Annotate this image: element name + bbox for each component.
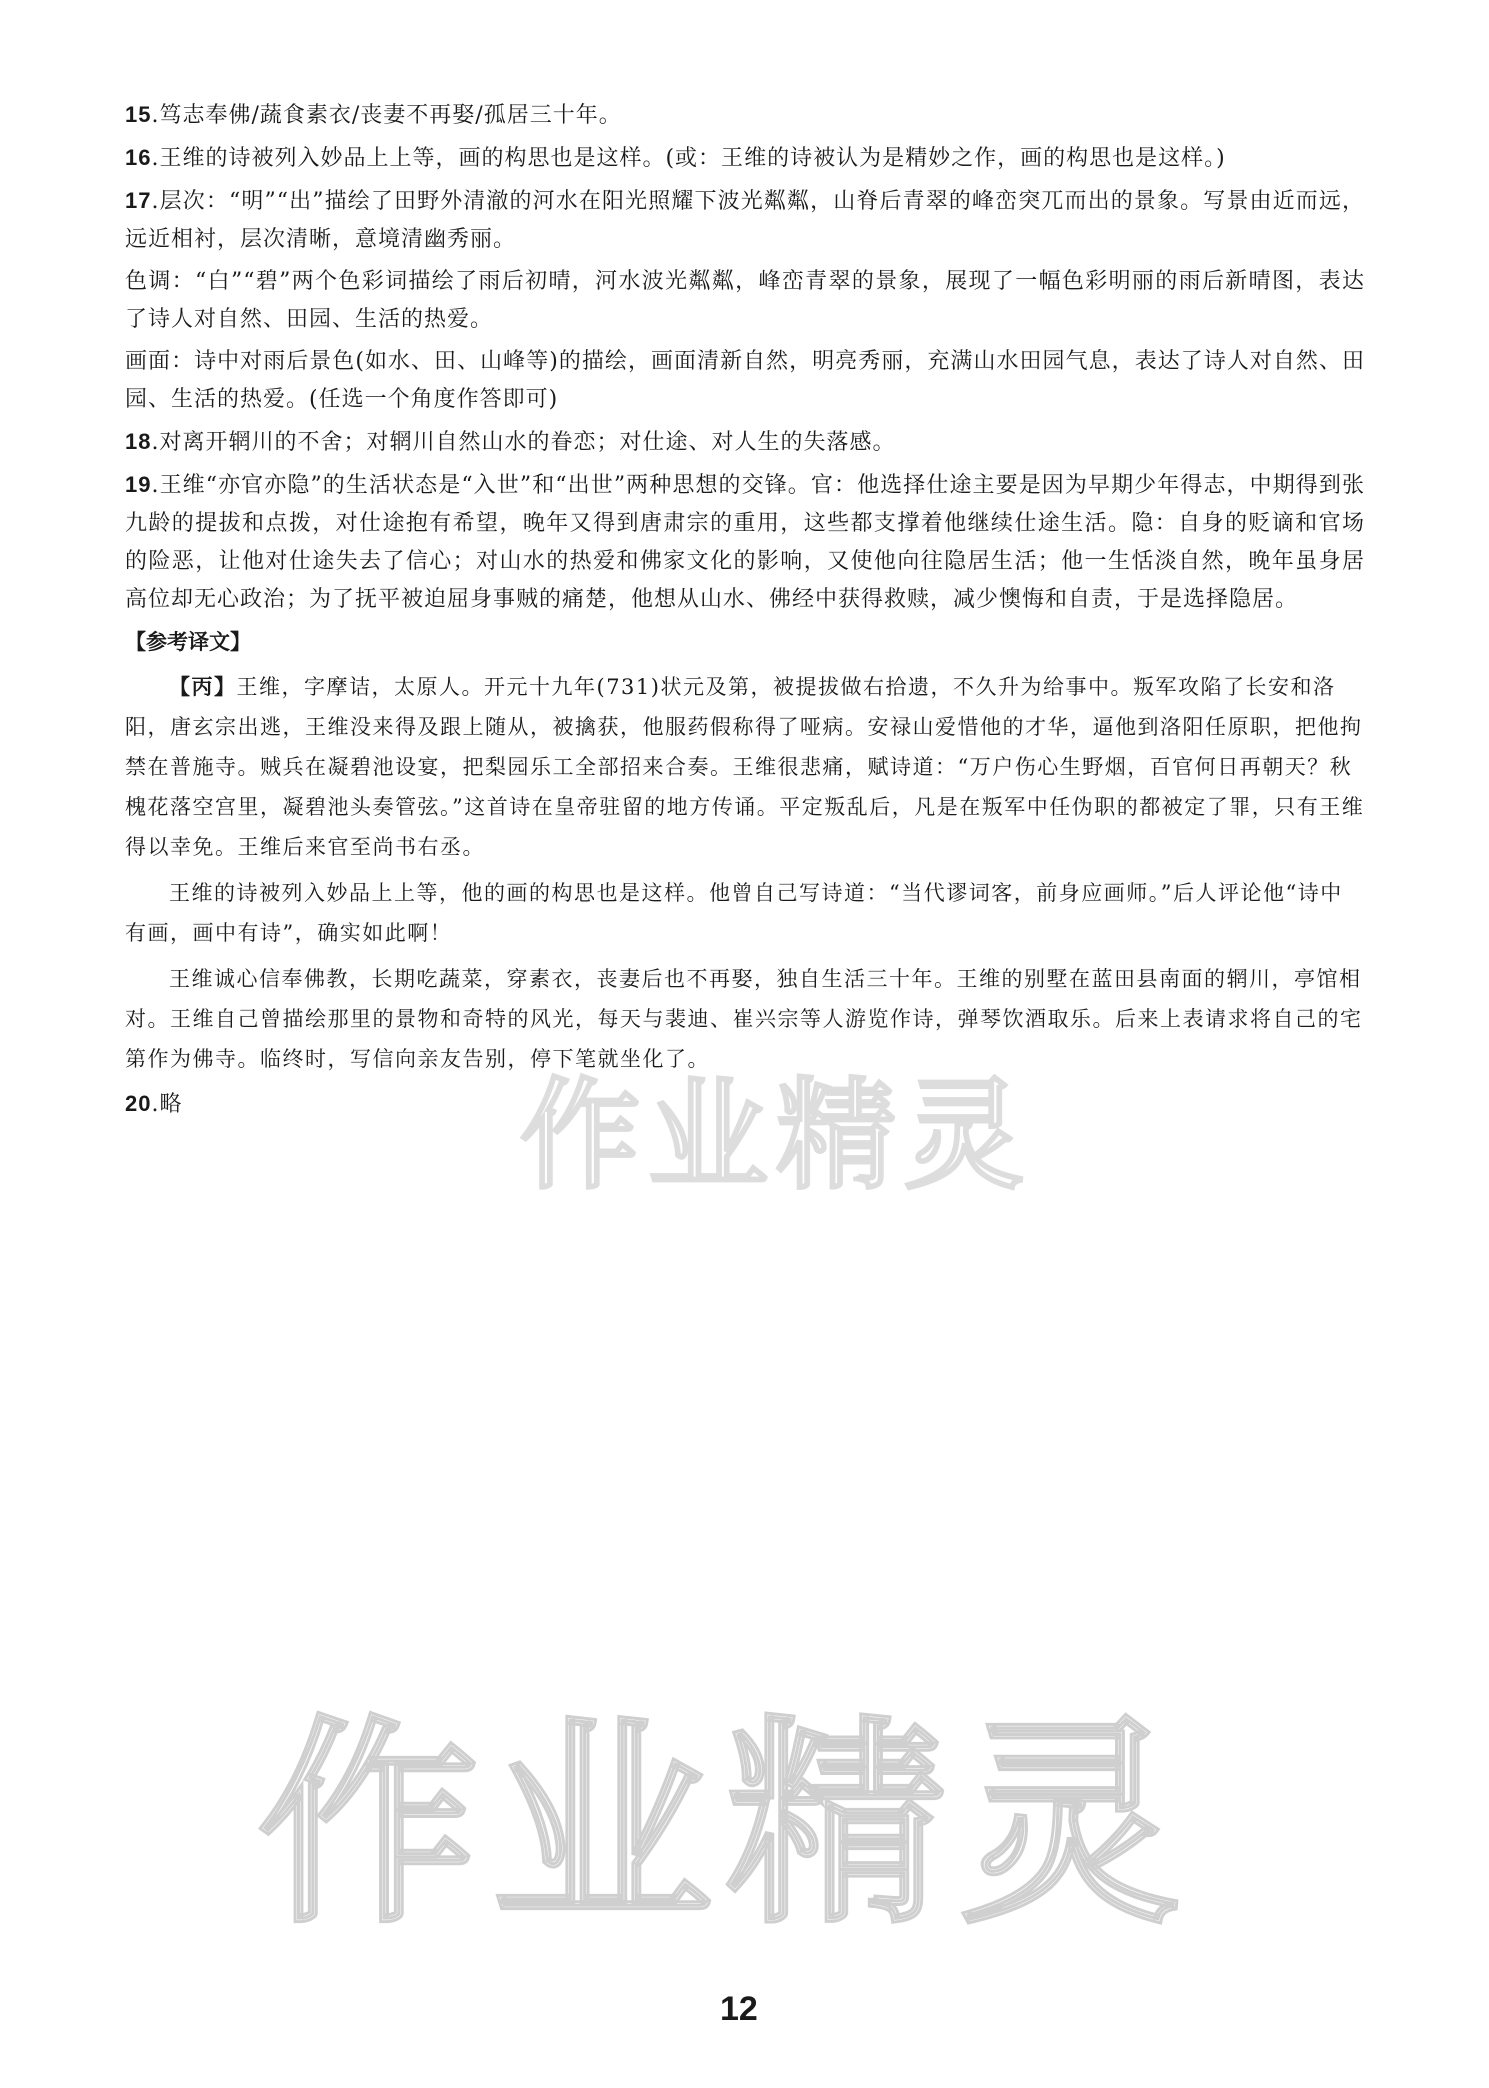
answer-text: .王维“亦官亦隐”的生活状态是“入世”和“出世”两种思想的交锋。官：他选择仕途主要是因为早期少年得志，中期得到张九龄的提拔和点拨，对仕途抱有希望，晚年又得到唐肃宗的重用，这些都支撑着他继续仕途生活。隐：自身的贬谪和官场的险恶，让他对仕途失去了信心；对山水的热爱和佛家文化的影响，又使他向往隐居生活；他一生恬淡自然，晚年虽身居高位却无心政治；为了抚平被迫屈身事贼的痛楚，他想从山水、佛经中获得救赎，减少懊悔和自责，于是选择隐居。: [125, 473, 1365, 612]
question-number: 19: [125, 472, 152, 497]
answer-text: .略: [151, 1092, 183, 1117]
answer-text: .层次：“明”“出”描绘了田野外清澈的河水在阳光照耀下波光粼粼，山脊后青翠的峰峦突兀而出的景象。写景由近而远，远近相衬，层次清晰，意境清幽秀丽。: [125, 189, 1365, 252]
answer-20: [125, 1085, 1365, 1124]
answer-content: [125, 96, 1365, 1128]
reference-translation-heading: 【参考译文】: [125, 630, 251, 654]
answer-16: [125, 139, 1365, 178]
answer-19: [125, 466, 1365, 619]
passage-label: 【丙】: [169, 675, 237, 699]
question-number: 16: [125, 145, 152, 170]
question-number: 15: [125, 102, 152, 127]
answer-18: [125, 423, 1365, 462]
answer-17-picture: 画面：诗中对雨后景色(如水、田、山峰等)的描绘，画面清新自然，明亮秀丽，充满山水田园气息，表达了诗人对自然、田园、生活的热爱。(任选一个角度作答即可): [125, 349, 1365, 412]
answer-text: .笃志奉佛/蔬食素衣/丧妻不再娶/孤居三十年。: [151, 103, 622, 128]
translation-paragraph-3: 王维诚心信奉佛教，长期吃蔬菜，穿素衣，丧妻后也不再娶，独自生活三十年。王维的别墅在蓝田县南面的辋川，亭馆相对。王维自己曾描绘那里的景物和奇特的风光，每天与裴迪、崔兴宗等人游览作诗，弹琴饮酒取乐。后来上表请求将自己的宅第作为佛寺。临终时，写信向亲友告别，停下笔就坐化了。: [125, 967, 1363, 1071]
translation-text: 王维，字摩诘，太原人。开元十九年(731)状元及第，被提拔做右拾遗，不久升为给事中。叛军攻陷了长安和洛阳，唐玄宗出逃，王维没来得及跟上随从，被擒获，他服药假称得了哑病。安禄山爱惜他的才华，逼他到洛阳任原职，把他拘禁在普施寺。贼兵在凝碧池设宴，把梨园乐工全部招来合奏。王维很悲痛，赋诗道：“万户伤心生野烟，百官何日再朝天？秋槐花落空宫里，凝碧池头奏管弦。”这首诗在皇帝驻留的地方传诵。平定叛乱后，凡是在叛军中任伪职的都被定了罪，只有王维得以幸免。王维后来官至尚书右丞。: [125, 675, 1365, 859]
translation-paragraph-1: [125, 667, 1365, 867]
answer-text: .王维的诗被列入妙品上上等，画的构思也是这样。(或：王维的诗被认为是精妙之作，画的构思也是这样。): [151, 146, 1226, 171]
translation-paragraph-2: 王维的诗被列入妙品上上等，他的画的构思也是这样。他曾自己写诗道：“当代谬词客，前身应画师。”后人评论他“诗中有画，画中有诗”，确实如此啊！: [125, 881, 1343, 945]
question-number: 17: [125, 188, 152, 213]
watermark-middle: 作业精灵: [520, 1067, 1032, 1206]
watermark-bottom: 作业精灵: [258, 1697, 1195, 1953]
answer-17-level: [125, 182, 1365, 259]
question-number: 20: [125, 1091, 152, 1116]
answer-15: [125, 96, 1365, 135]
answer-17-color: 色调：“白”“碧”两个色彩词描绘了雨后初晴，河水波光粼粼，峰峦青翠的景象，展现了一幅色彩明丽的雨后新晴图，表达了诗人对自然、田园、生活的热爱。: [125, 269, 1365, 332]
question-number: 18: [125, 429, 152, 454]
page-number: 12: [720, 1990, 758, 2028]
answer-text: .对离开辋川的不舍；对辋川自然山水的眷恋；对仕途、对人生的失落感。: [151, 430, 896, 455]
